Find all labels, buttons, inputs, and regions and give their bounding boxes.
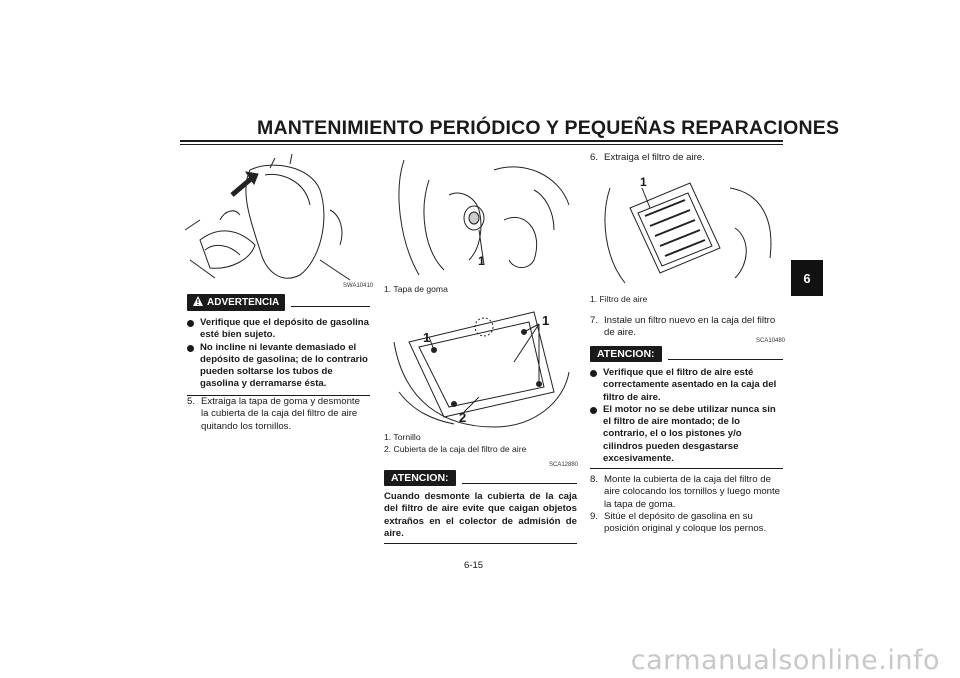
bullet-icon — [590, 407, 597, 414]
notice-code: SCA10480 — [756, 338, 786, 344]
callout-2: 2 — [459, 410, 467, 425]
warning-list — [187, 317, 370, 391]
notice-header-rule — [462, 483, 577, 484]
callout-1: 1 — [640, 175, 647, 189]
step-5: 5. Extraiga la tapa de goma y desmonte la cubierta de la caja del filtro de aire quitando los tornillos. — [187, 396, 360, 432]
warning-block — [187, 294, 370, 396]
list-item: Verifique que el depósito de gasolina esté bien sujeto. — [187, 317, 370, 342]
notice-footer-rule — [590, 468, 783, 469]
notice-block-2 — [590, 346, 783, 469]
warning-header-rule — [291, 306, 370, 307]
callout-1b: 1 — [542, 313, 550, 328]
list-item: Verifique que el filtro de aire esté correctamente asentado en la caja del filtro de aire. — [590, 367, 783, 404]
notice-header-rule — [668, 359, 783, 360]
air-filter-illustration — [590, 168, 783, 290]
page-title: MANTENIMIENTO PERIÓDICO Y PEQUEÑAS REPARACIONES — [257, 117, 840, 139]
figure-caption: 1. Filtro de aire — [590, 294, 648, 304]
header-rule — [180, 140, 783, 142]
figure-code: SWA10410 — [343, 283, 374, 289]
list-item: No incline ni levante demasiado el depósito de gasolina; de lo contrario pueden soltarse los tubos de gasolina y derramarse ésta. — [187, 342, 370, 391]
notice-text: Cuando desmonte la cubierta de la caja del filtro de aire evite que caigan objetos extraños en el colector de admisión de aire. — [384, 491, 577, 539]
bullet-icon — [187, 345, 194, 352]
notice-code: SCA12880 — [549, 462, 579, 468]
watermark: carmanualsonline.info — [630, 645, 940, 676]
chapter-tab: 6 — [791, 260, 823, 296]
warning-header — [187, 294, 285, 311]
step-6: 6. Extraiga el filtro de aire. — [590, 152, 705, 163]
notice-block — [384, 470, 577, 544]
callout-1: 1 — [478, 254, 485, 268]
warning-label: ADVERTENCIA — [207, 297, 280, 308]
page-number: 6-15 — [464, 560, 484, 571]
bullet-icon — [187, 320, 194, 327]
step-8: 8. Monte la cubierta de la caja del filtro de aire colocando los tornillos y luego monte la tapa de goma. — [590, 474, 780, 510]
header-rule-thin — [180, 144, 783, 145]
step-9: 9. Sitúe el depósito de gasolina en su posición original y coloque los pernos. — [590, 511, 767, 535]
step-7: 7. Instale un filtro nuevo en la caja del filtro de aire. — [590, 315, 776, 339]
figure-caption: 2. Cubierta de la caja del filtro de aire — [384, 444, 527, 454]
notice-list — [590, 367, 783, 465]
figure-caption: 1. Tornillo — [384, 432, 421, 442]
bullet-icon — [590, 370, 597, 377]
notice-header: ATENCION: — [590, 346, 662, 362]
fuel-tank-lift-illustration — [180, 150, 370, 290]
warning-triangle-icon — [193, 296, 203, 309]
notice-header: ATENCION: — [384, 470, 456, 486]
notice-footer-rule — [384, 543, 577, 544]
callout-1a: 1 — [423, 330, 431, 345]
figure-caption: 1. Tapa de goma — [384, 284, 448, 294]
list-item: El motor no se debe utilizar nunca sin el filtro de aire montado; de lo contrario, el o los pistones y/o cilindros pueden desgastarse excesivamente. — [590, 404, 783, 465]
